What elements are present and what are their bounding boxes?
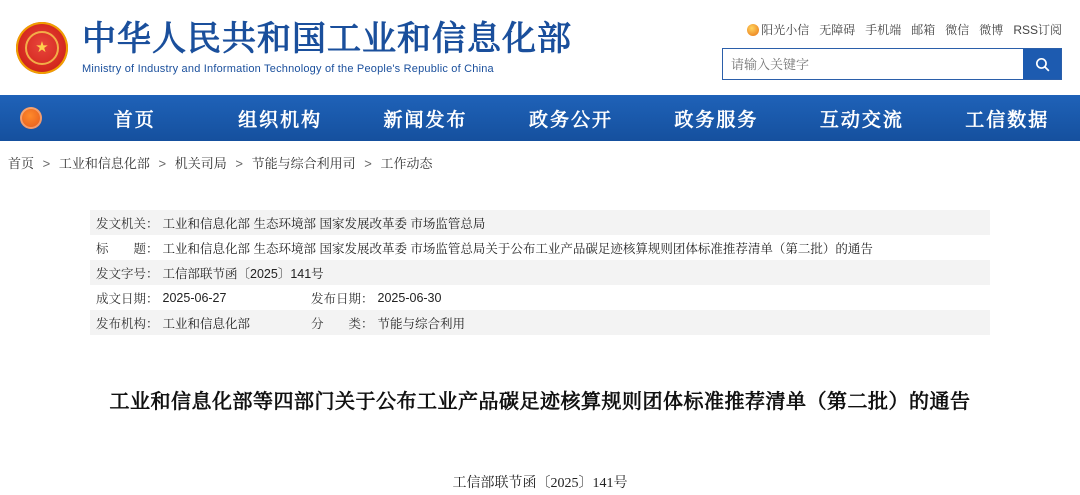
- meta-row-dates: [90, 285, 990, 310]
- miit-mini-logo-icon: [0, 107, 62, 129]
- nav-item-interaction[interactable]: 互动交流: [819, 109, 904, 131]
- meta-value: 2025-06-30: [377, 290, 442, 305]
- search-bar: [722, 48, 1062, 80]
- top-link-weibo[interactable]: 微博: [979, 22, 1004, 37]
- top-links: [722, 20, 1062, 38]
- meta-value: 2025-06-27: [162, 290, 227, 305]
- meta-row-publisher: [90, 310, 990, 335]
- meta-cell: [311, 314, 465, 332]
- breadcrumb-separator: >: [158, 156, 167, 171]
- main-navigation: [0, 95, 1080, 141]
- top-link-mobile[interactable]: 手机端: [865, 22, 902, 37]
- meta-value: 工业和信息化部: [162, 316, 251, 331]
- meta-label: 发布机构：: [96, 316, 159, 331]
- search-button[interactable]: [1023, 49, 1061, 79]
- nav-items: [62, 95, 1080, 141]
- top-link-rss[interactable]: RSS订阅: [1013, 22, 1062, 37]
- search-icon: [1034, 56, 1051, 73]
- meta-cell: [96, 239, 873, 257]
- breadcrumb-item-home[interactable]: 首页: [8, 156, 35, 171]
- header-utility-area: [722, 20, 1062, 80]
- nav-item-government-disclosure[interactable]: 政务公开: [528, 109, 613, 131]
- meta-cell: [96, 289, 311, 307]
- top-link-sunshine[interactable]: [747, 21, 809, 38]
- breadcrumb-separator: >: [364, 156, 372, 171]
- breadcrumb-item-miit[interactable]: 工业和信息化部: [58, 156, 150, 171]
- meta-row-title: [90, 235, 990, 260]
- top-link-label: 阳光小信: [761, 22, 810, 37]
- top-link-accessibility[interactable]: 无障碍: [819, 22, 856, 37]
- sun-icon: [747, 24, 759, 36]
- document-meta-table: [90, 210, 990, 335]
- meta-cell: [96, 314, 311, 332]
- breadcrumb-item-energy-dept[interactable]: 节能与综合利用司: [251, 156, 356, 171]
- breadcrumb-item-departments[interactable]: 机关司局: [174, 156, 227, 171]
- meta-cell: [96, 264, 324, 282]
- meta-value: 工业和信息化部 生态环境部 国家发展改革委 市场监管总局: [162, 216, 486, 231]
- site-title-block: [82, 20, 572, 74]
- meta-label: 发布日期：: [311, 291, 374, 306]
- breadcrumb-separator: >: [42, 156, 51, 171]
- site-title-en: Ministry of Industry and Information Technology of the People's Republic of China: [82, 62, 494, 75]
- meta-value: 节能与综合利用: [377, 316, 466, 331]
- meta-cell: [311, 289, 441, 307]
- document-number: 工信部联节函〔2025〕141号: [452, 476, 628, 491]
- nav-item-government-services[interactable]: 政务服务: [674, 109, 759, 131]
- meta-label: 发文机关：: [96, 216, 159, 231]
- top-link-wechat[interactable]: 微信: [945, 22, 970, 37]
- nav-item-news[interactable]: 新闻发布: [383, 109, 468, 131]
- meta-cell: [96, 214, 485, 232]
- national-emblem-icon: ★: [16, 22, 68, 74]
- document-title: 工业和信息化部等四部门关于公布工业产品碳足迹核算规则团体标准推荐清单（第二批）的通告: [109, 391, 971, 413]
- meta-value: 工业和信息化部 生态环境部 国家发展改革委 市场监管总局关于公布工业产品碳足迹核算规则团体标准推荐清单（第二批）的通告: [162, 241, 873, 256]
- nav-item-organization[interactable]: 组织机构: [238, 109, 323, 131]
- nav-item-home[interactable]: 首页: [113, 109, 156, 131]
- meta-value: 工信部联节函〔2025〕141号: [162, 266, 324, 281]
- breadcrumb: [0, 141, 1080, 182]
- meta-label: 发文字号：: [96, 266, 159, 281]
- breadcrumb-separator: >: [235, 156, 243, 171]
- site-header: [0, 0, 1080, 95]
- meta-label: 标 题：: [96, 241, 159, 256]
- site-title-cn: 中华人民共和国工业和信息化部: [82, 21, 572, 59]
- search-input[interactable]: [723, 49, 1023, 79]
- top-link-mail[interactable]: 邮箱: [911, 22, 936, 37]
- meta-label: 分 类：: [311, 316, 374, 331]
- nav-item-data[interactable]: 工信数据: [965, 109, 1050, 131]
- meta-row-document-number: [90, 260, 990, 285]
- meta-row-issuing-agency: [90, 210, 990, 235]
- meta-label: 成文日期：: [96, 291, 159, 306]
- breadcrumb-item-work-updates[interactable]: 工作动态: [380, 156, 433, 171]
